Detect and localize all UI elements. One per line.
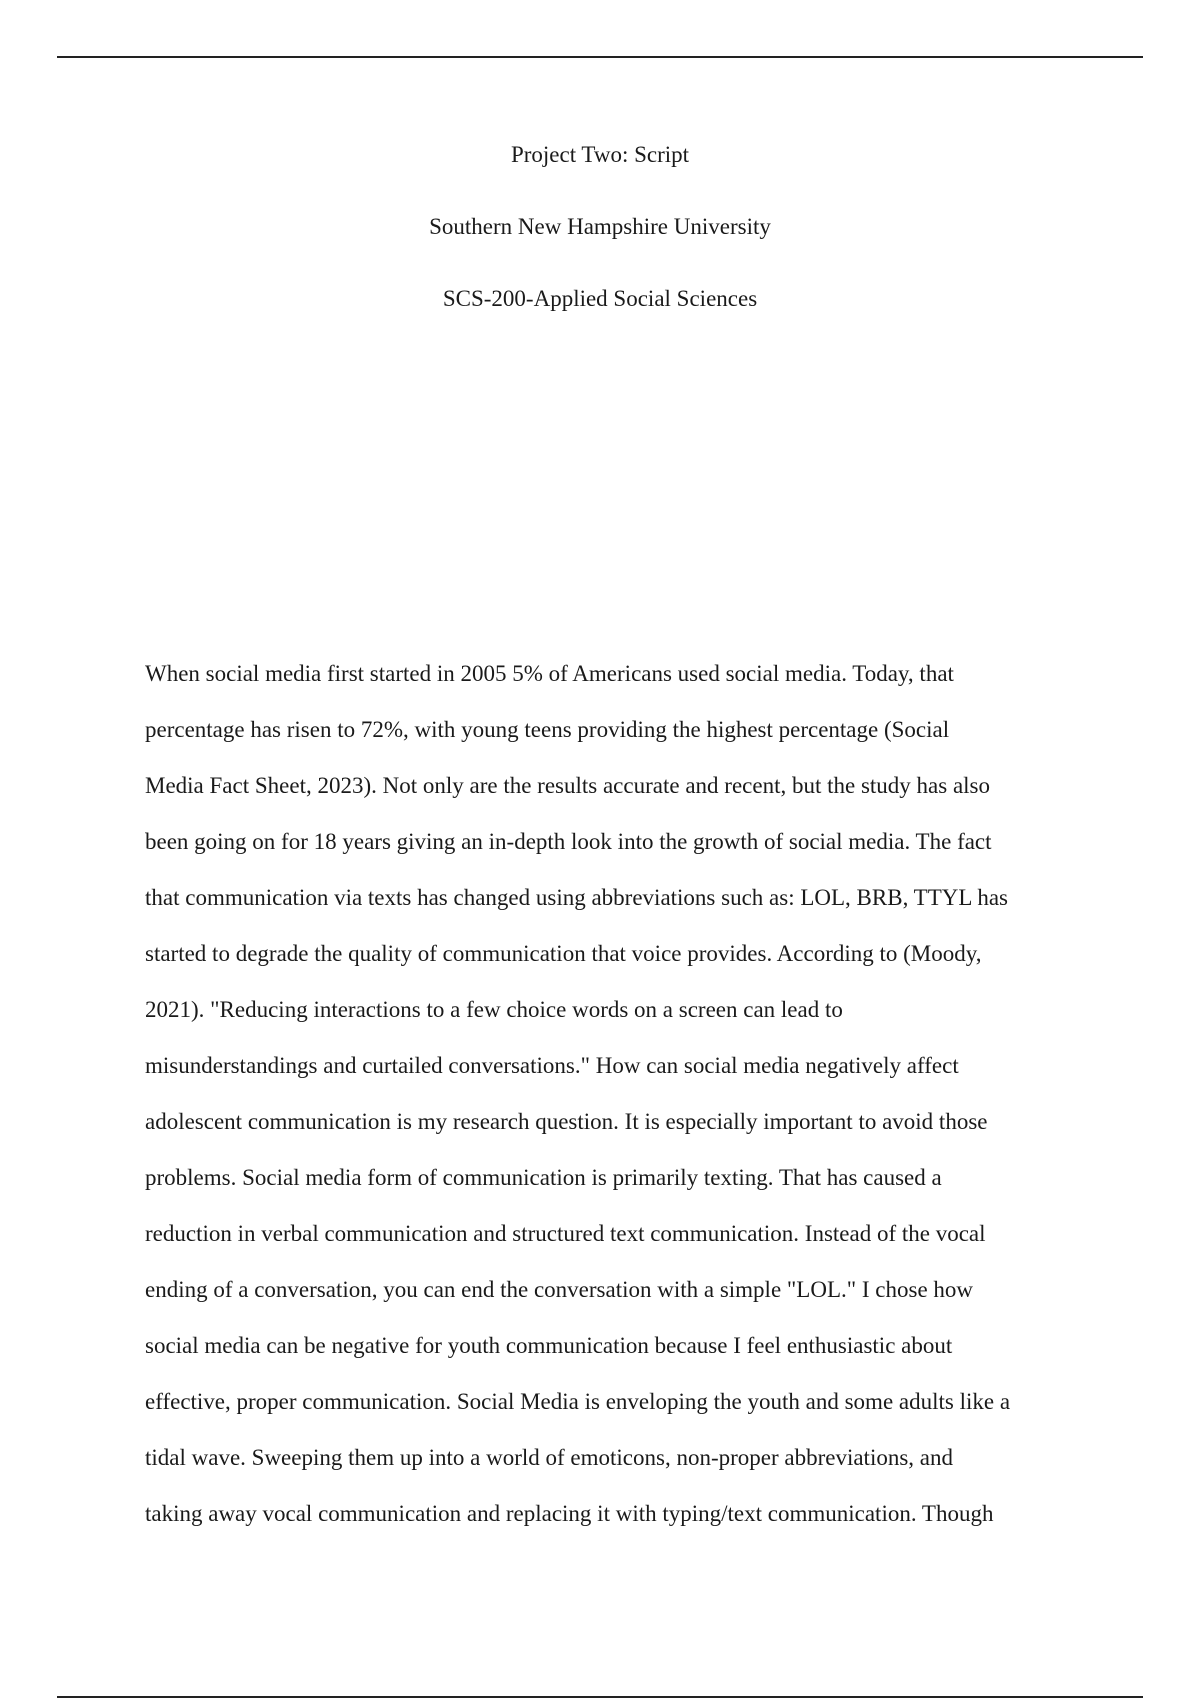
paragraph-line: been going on for 18 years giving an in-depth look into the growth of social media. The fact: [145, 829, 992, 854]
paragraph-line: that communication via texts has changed using abbreviations such as: LOL, BRB, TTYL has: [145, 885, 1008, 910]
paragraph-line: problems. Social media form of communication is primarily texting. That has caused a: [145, 1165, 942, 1190]
paragraph-line: percentage has risen to 72%, with young teens providing the highest percentage (Social: [145, 717, 950, 742]
paragraph-line: When social media first started in 2005 5% of Americans used social media. Today, that: [145, 661, 954, 686]
paragraph-line: taking away vocal communication and replacing it with typing/text communication. Though: [145, 1501, 994, 1526]
paragraph-line: social media can be negative for youth communication because I feel enthusiastic about: [145, 1333, 953, 1358]
paragraph-line: misunderstandings and curtailed conversations." How can social media negatively affect: [145, 1053, 959, 1078]
paragraph-line: adolescent communication is my research question. It is especially important to avoid those: [145, 1109, 988, 1134]
paragraph-line: started to degrade the quality of communication that voice provides. According to (Moody,: [145, 941, 982, 966]
body-paragraph: [145, 646, 1095, 1542]
course-name: SCS-200-Applied Social Sciences: [442, 286, 758, 311]
institution-name: Southern New Hampshire University: [429, 214, 771, 239]
paragraph-line: ending of a conversation, you can end the conversation with a simple "LOL." I chose how: [145, 1277, 974, 1302]
paragraph-line: Media Fact Sheet, 2023). Not only are the results accurate and recent, but the study has also: [145, 773, 990, 798]
title-block: [0, 140, 1200, 314]
paragraph-line: tidal wave. Sweeping them up into a world of emoticons, non-proper abbreviations, and: [145, 1445, 953, 1470]
top-rule: [57, 56, 1143, 58]
bottom-rule: [57, 1696, 1143, 1698]
document-title: Project Two: Script: [510, 142, 690, 167]
paragraph-line: effective, proper communication. Social Media is enveloping the youth and some adults like a: [145, 1389, 1011, 1414]
paragraph-line: 2021). "Reducing interactions to a few choice words on a screen can lead to: [145, 997, 843, 1022]
paragraph-line: reduction in verbal communication and structured text communication. Instead of the vocal: [145, 1221, 986, 1246]
